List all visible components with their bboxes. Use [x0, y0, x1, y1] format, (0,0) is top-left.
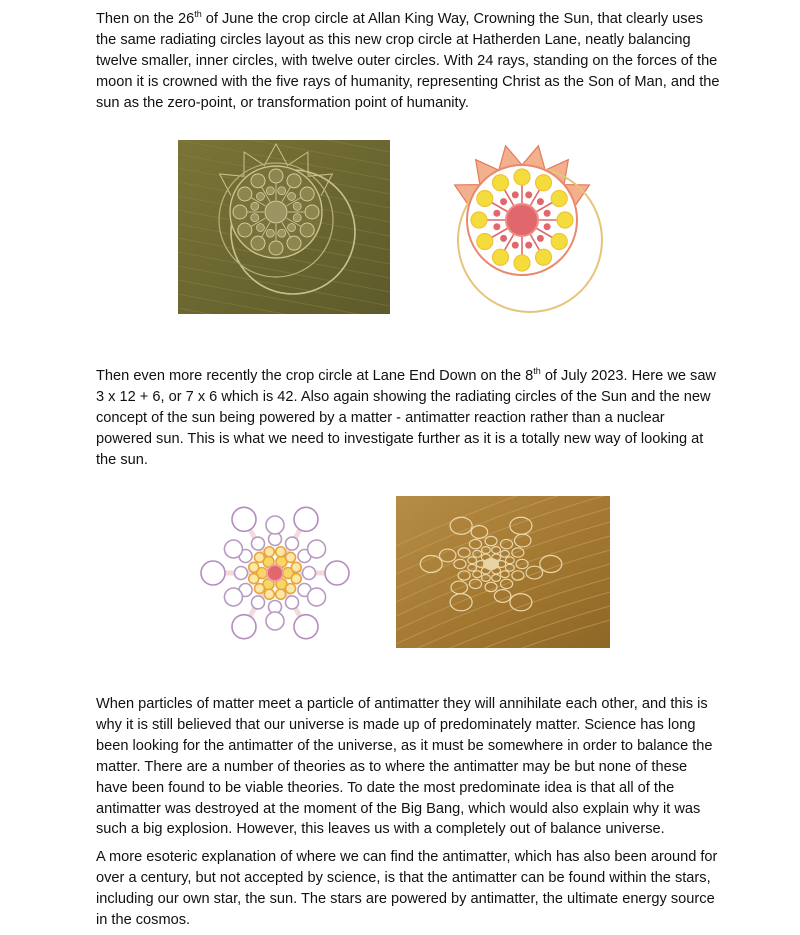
- crop-circle-drawing-lane-end-down: [200, 496, 350, 650]
- paragraph-lane-end-down: Then even more recently the crop circle at Lane End Down on the 8th of July 2023. Here we saw 3 x 12 + 6, or 7 x 6 which is 42. Also again showing the radiating circles of the Sun and the new concept of the sun being powered by a matter - antimatter reaction rather than a nuclear powered sun. This is what we need to investigate further as it is a totally new way of looking at the sun.: [96, 366, 716, 468]
- crop-circle-photo-lane-end-down: [396, 496, 610, 648]
- paragraph-crowning-the-sun: Then on the 26th of June the crop circle at Allan King Way, Crowning the Sun, that clearly uses the same radiating circles layout as this new crop circle at Hatherden Lane, neatly balancing twelve smaller, inner circles, with twelve outer circles. With 24 rays, standing on the forces of the moon it is crowned with the five rays of humanity, representing Christ as the Son of Man, and the sun as the zero-point, or transformation point of humanity.: [96, 9, 720, 111]
- crop-circle-photo-allan-king-way: [178, 140, 390, 314]
- paragraph-antimatter-science: When particles of matter meet a particle of antimatter they will annihilate each other, and this is why it is still believed that our universe is made up of predominately matter. Science has long been looking for the antimatter of the universe, as it must be somewhere in order to balance the matter. There are a number of theories as to where the antimatter may be but none of these have been found to be viable theories. To date the most predominate idea is that all of the antimatter was destroyed at the moment of the Big Bang, which would also explain why it was such a big explosion. However, this leaves us with a completely out of balance universe.: [96, 696, 713, 838]
- crop-circle-drawing-allan-king-way: [450, 140, 610, 316]
- paragraph-antimatter-esoteric: A more esoteric explanation of where we can find the antimatter, which has also been around for over a century, but not accepted by science, is that the antimatter can be found within the stars, including our own star, the sun. The stars are powered by antimatter, the ultimate energy source in the cosmos.: [96, 849, 718, 928]
